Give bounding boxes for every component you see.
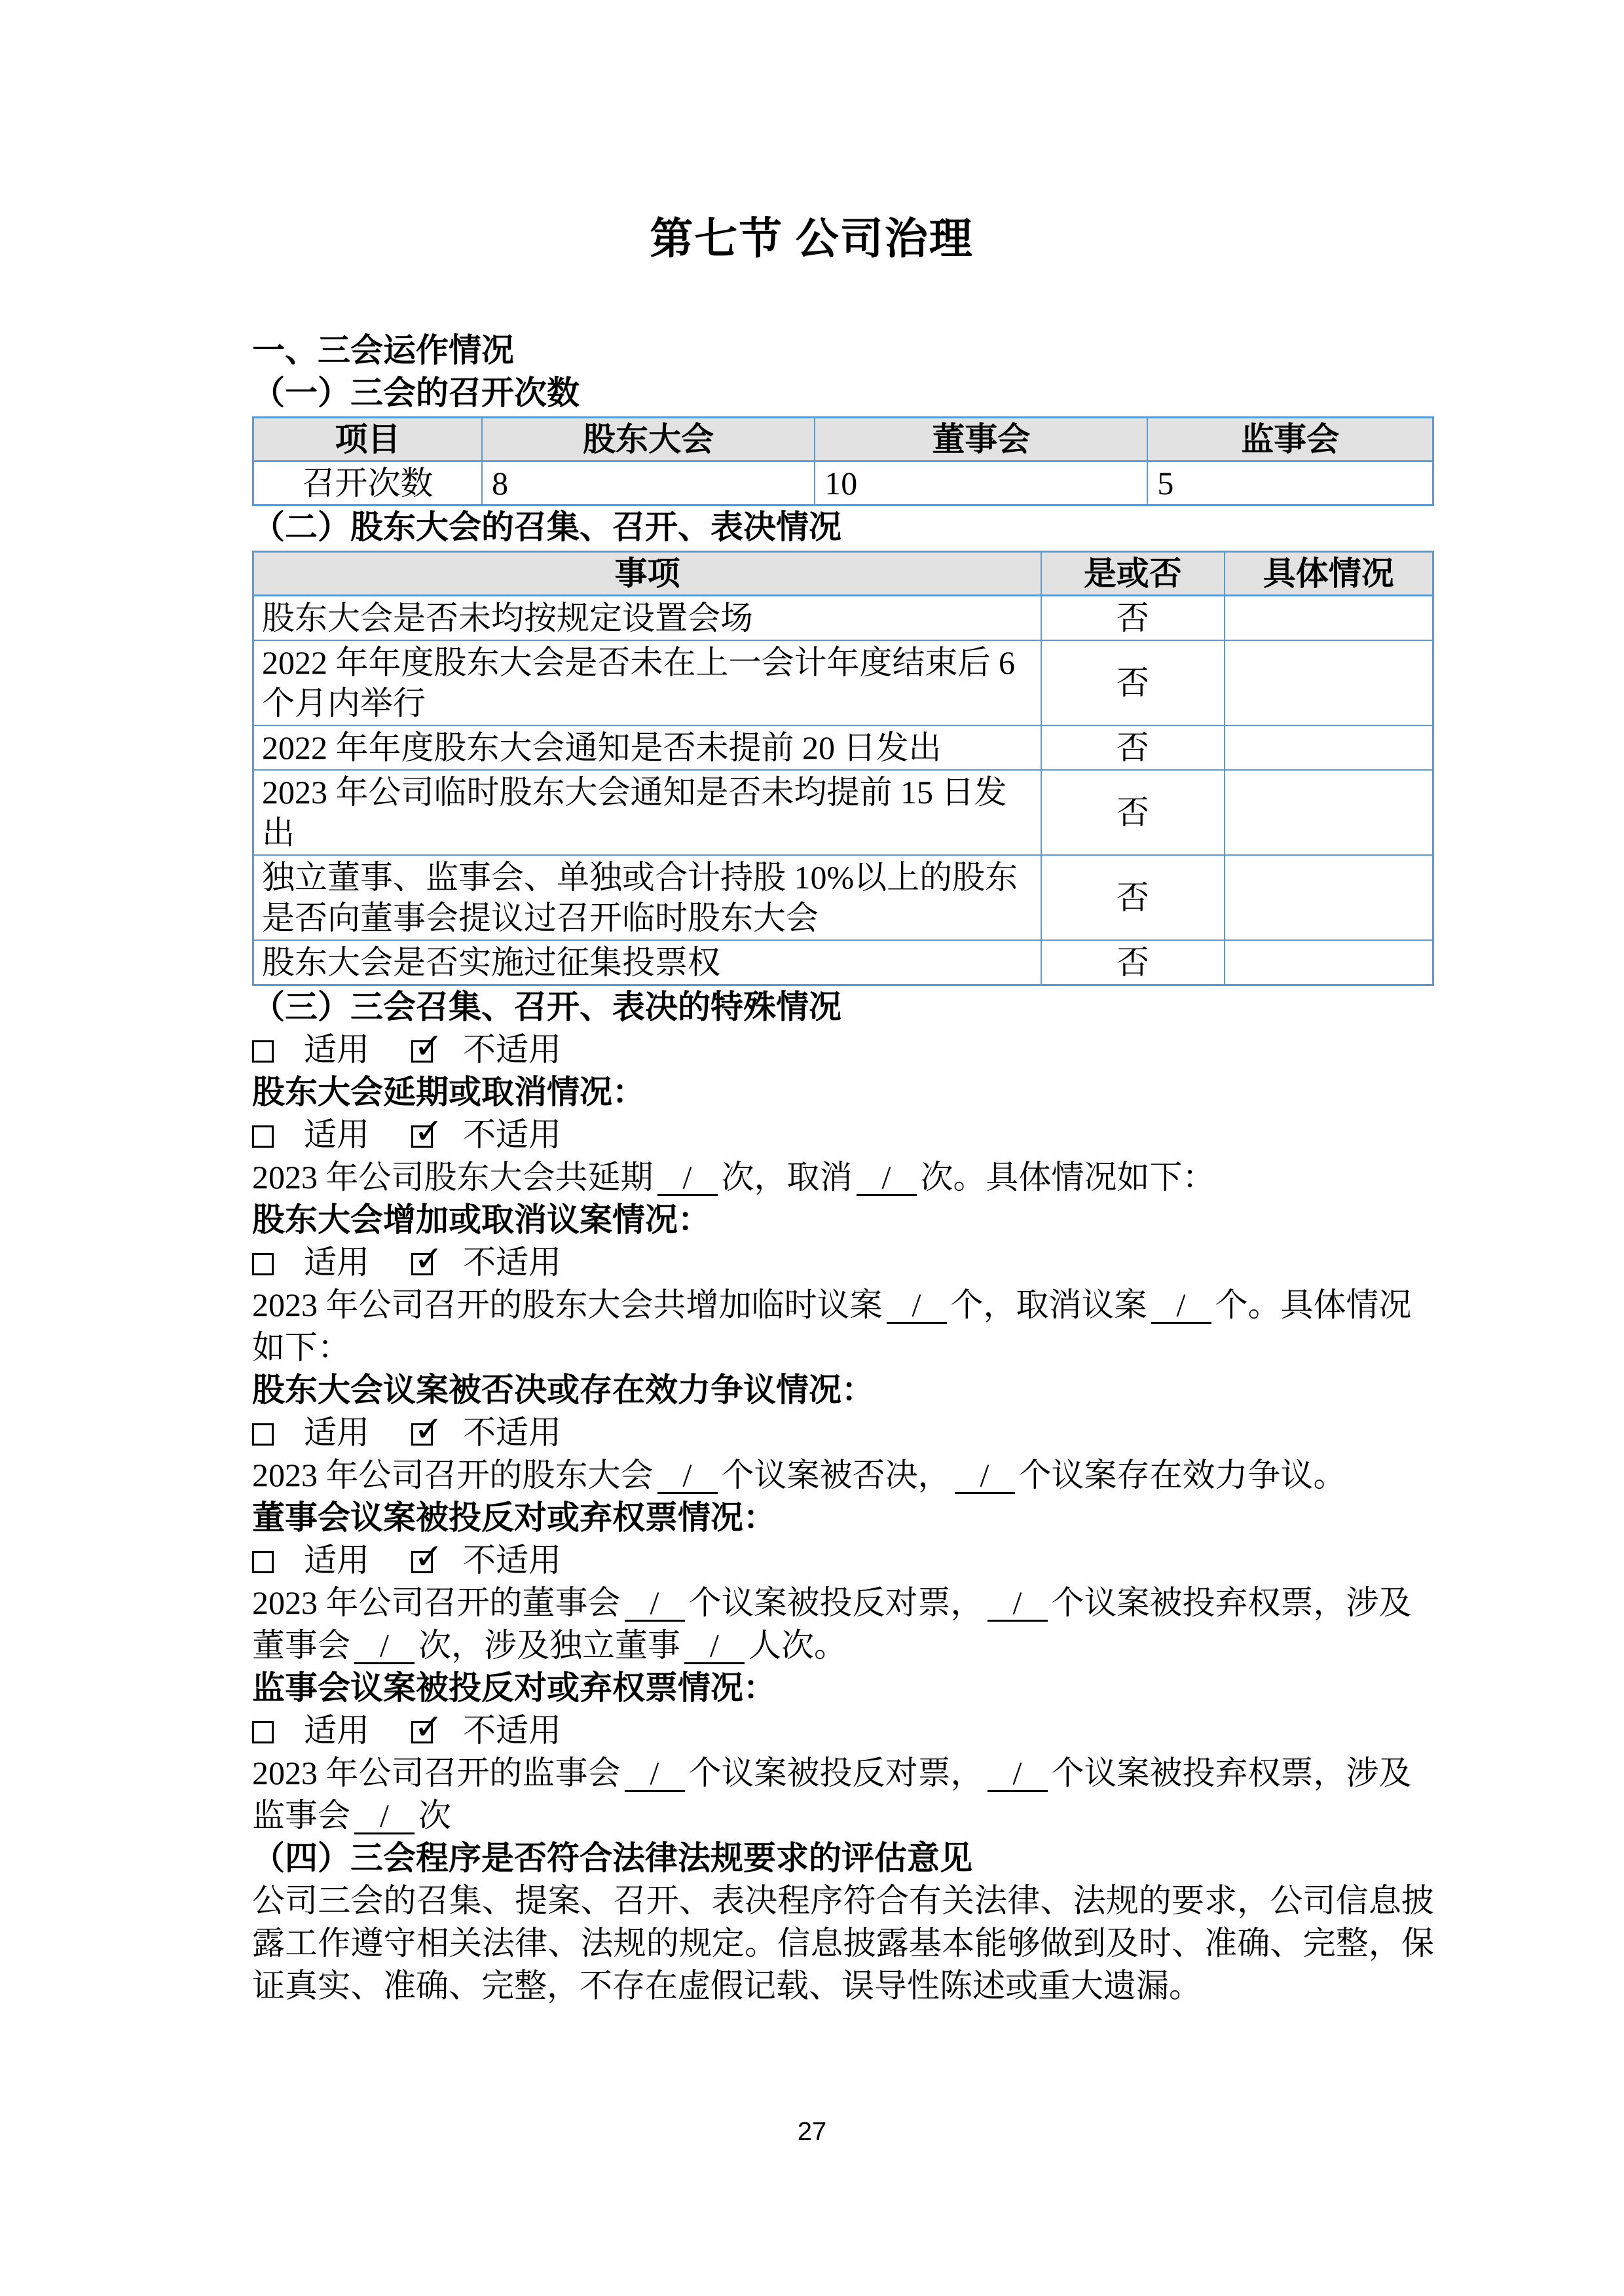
- cell-matter: 股东大会是否实施过征集投票权: [253, 940, 1042, 985]
- label-not-applicable: 不适用: [463, 1541, 561, 1578]
- cell-answer: 否: [1041, 640, 1224, 725]
- check-mark-icon: ✓: [414, 1237, 444, 1279]
- checkbox-checked-not-applicable: [411, 1408, 444, 1449]
- text-segment: 人次。: [748, 1626, 847, 1664]
- cell-matter: 股东大会是否未均按规定设置会场: [253, 595, 1042, 640]
- cell-detail: [1225, 725, 1433, 770]
- fill-in-blank: /: [887, 1288, 947, 1324]
- checkbox-checked-not-applicable: [411, 1237, 444, 1279]
- column-header-details: 具体情况: [1225, 551, 1433, 595]
- cell-matter: 2022 年年度股东大会通知是否未提前 20 日发出: [253, 725, 1042, 770]
- column-header-shareholders-meeting: 股东大会: [482, 417, 815, 461]
- checkbox-unchecked-applicable: [252, 1721, 274, 1743]
- paragraph-add-cancel-proposals: [252, 1284, 1434, 1369]
- check-mark-icon: ✓: [414, 1535, 444, 1577]
- label-applicable: 适用: [304, 1116, 369, 1153]
- fill-in-blank: /: [955, 1458, 1015, 1495]
- section-heading-three-meetings-operation: 一、三会运作情况: [252, 331, 514, 369]
- label-applicable: 适用: [304, 1541, 369, 1578]
- checkbox-unchecked-applicable: [252, 1040, 274, 1063]
- text-segment: 2023 年公司召开的股东大会共增加临时议案: [252, 1286, 883, 1323]
- cell-detail: [1225, 640, 1433, 725]
- table-row: [253, 940, 1433, 985]
- label-not-applicable: 不适用: [463, 1116, 561, 1153]
- applicability-options: [252, 1025, 1434, 1071]
- fill-in-blank: /: [987, 1586, 1048, 1622]
- text-segment: 个，取消议案: [950, 1286, 1147, 1323]
- fill-in-blank: /: [625, 1586, 685, 1622]
- fill-in-blank: /: [857, 1160, 917, 1197]
- page-content: [252, 0, 1434, 2007]
- cell-answer: 否: [1041, 855, 1224, 940]
- table-header-row: [253, 551, 1433, 595]
- cell-matter: 2023 年公司临时股东大会通知是否未均提前 15 日发出: [253, 770, 1042, 855]
- subhead-add-cancel-proposals: 股东大会增加或取消议案情况：: [252, 1201, 710, 1238]
- text-segment: 个议案被投弃权票，涉及董事会: [252, 1584, 1412, 1664]
- table-header-row: [253, 417, 1433, 461]
- fill-in-blank: /: [657, 1458, 718, 1495]
- table-body: [253, 595, 1433, 985]
- cell-answer: 否: [1041, 595, 1224, 640]
- subhead-supervisor-votes: 监事会议案被投反对或弃权票情况：: [252, 1669, 776, 1706]
- check-mark-icon: ✓: [414, 1110, 444, 1152]
- text-segment: 个。具体情况如下：: [252, 1286, 1412, 1366]
- cell-detail: [1225, 855, 1433, 940]
- subhead-rejected-proposals: 股东大会议案被否决或存在效力争议情况：: [252, 1371, 874, 1408]
- applicability-options: [252, 1535, 1434, 1582]
- text-segment: 个议案被投反对票，: [688, 1584, 984, 1621]
- checkbox-checked-not-applicable: [411, 1110, 444, 1152]
- label-not-applicable: 不适用: [463, 1243, 561, 1281]
- text-segment: 个议案被否决，: [721, 1456, 951, 1493]
- checkbox-checked-not-applicable: [411, 1025, 444, 1066]
- checkbox-checked-not-applicable: [411, 1705, 444, 1747]
- text-segment: 个议案被投弃权票，涉及监事会: [252, 1754, 1412, 1834]
- cell-answer: 否: [1041, 940, 1224, 985]
- cell-detail: [1225, 770, 1433, 855]
- table-row: [253, 725, 1433, 770]
- table-header: [253, 417, 1433, 461]
- text-segment: 个议案存在效力争议。: [1018, 1456, 1346, 1493]
- check-mark-icon: ✓: [414, 1408, 444, 1449]
- cell-supervisors-count: 5: [1147, 461, 1433, 505]
- subsection-heading-special-cases: （三）三会召集、召开、表决的特殊情况: [252, 988, 841, 1025]
- paragraph-postpone-cancel: [252, 1156, 1434, 1199]
- checkbox-unchecked-applicable: [252, 1551, 274, 1573]
- label-applicable: 适用: [304, 1711, 369, 1749]
- column-header-item: 项目: [253, 417, 483, 461]
- cell-matter: 2022 年年度股东大会是否未在上一会计年度结束后 6 个月内举行: [253, 640, 1042, 725]
- page-number: 27: [797, 2117, 827, 2146]
- cell-detail: [1225, 940, 1433, 985]
- column-header-supervisors: 监事会: [1147, 417, 1433, 461]
- text-segment: 次，取消: [721, 1158, 853, 1195]
- text-segment: 2023 年公司召开的股东大会: [252, 1456, 654, 1493]
- paragraph-rejected-proposals: [252, 1454, 1434, 1497]
- text-segment: 2023 年公司召开的董事会: [252, 1584, 621, 1621]
- applicability-options: [252, 1237, 1434, 1284]
- fill-in-blank: /: [657, 1160, 718, 1197]
- checkbox-checked-not-applicable: [411, 1535, 444, 1577]
- applicability-options: [252, 1110, 1434, 1156]
- subsection-heading-assessment: （四）三会程序是否符合法律法规要求的评估意见: [252, 1839, 972, 1876]
- table-row-meeting-counts: [253, 461, 1433, 505]
- column-header-yes-no: 是或否: [1041, 551, 1224, 595]
- paragraph-supervisor-votes: [252, 1752, 1434, 1837]
- text-segment: 次: [418, 1796, 451, 1834]
- cell-answer: 否: [1041, 725, 1224, 770]
- text-segment: 次，涉及独立董事: [418, 1626, 680, 1664]
- fill-in-blank: /: [684, 1628, 745, 1665]
- fill-in-blank: /: [354, 1628, 415, 1665]
- text-segment: 2023 年公司召开的监事会: [252, 1754, 621, 1791]
- checkbox-unchecked-applicable: [252, 1253, 274, 1275]
- table-row: [253, 640, 1433, 725]
- cell-detail: [1225, 595, 1433, 640]
- label-not-applicable: 不适用: [463, 1413, 561, 1451]
- label-applicable: 适用: [304, 1243, 369, 1281]
- subhead-board-votes: 董事会议案被投反对或弃权票情况：: [252, 1499, 776, 1536]
- fill-in-blank: /: [1151, 1288, 1211, 1324]
- assessment-paragraph: 公司三会的召集、提案、召开、表决程序符合有关法律、法规的要求，公司信息披露工作遵守相关法律、法规的规定。信息披露基本能够做到及时、准确、完整，保证真实、准确、完整，不存在虚假记载、误导性陈述或重大遗漏。: [252, 1882, 1434, 2004]
- label-applicable: 适用: [304, 1413, 369, 1451]
- subsection-heading-meeting-counts: （一）三会的召开次数: [252, 374, 580, 411]
- cell-answer: 否: [1041, 770, 1224, 855]
- applicability-options: [252, 1705, 1434, 1752]
- fill-in-blank: /: [987, 1756, 1048, 1793]
- label-applicable: 适用: [304, 1030, 369, 1068]
- table-body: [253, 461, 1433, 505]
- text-segment: 个议案被投反对票，: [688, 1754, 984, 1791]
- label-not-applicable: 不适用: [463, 1030, 561, 1068]
- checkbox-unchecked-applicable: [252, 1423, 274, 1446]
- check-mark-icon: ✓: [414, 1705, 444, 1747]
- table-row: [253, 770, 1433, 855]
- cell-matter: 独立董事、监事会、单独或合计持股 10%以上的股东是否向董事会提议过召开临时股东大会: [253, 855, 1042, 940]
- text-segment: 2023 年公司股东大会共延期: [252, 1158, 654, 1195]
- fill-in-blank: /: [354, 1798, 415, 1835]
- table-row: [253, 595, 1433, 640]
- cell-board-count: 10: [815, 461, 1147, 505]
- subsection-heading-general-meeting: （二）股东大会的召集、召开、表决情况: [252, 508, 841, 545]
- paragraph-board-votes: [252, 1582, 1434, 1667]
- general-meeting-table: [252, 551, 1434, 986]
- checkbox-unchecked-applicable: [252, 1125, 274, 1148]
- text-segment: 次。具体情况如下：: [920, 1158, 1215, 1195]
- applicability-options: [252, 1408, 1434, 1454]
- column-header-matter: 事项: [253, 551, 1042, 595]
- page-title: 第七节 公司治理: [650, 215, 974, 263]
- cell-shareholders-count: 8: [482, 461, 815, 505]
- cell-row-label: 召开次数: [253, 461, 483, 505]
- column-header-board: 董事会: [815, 417, 1147, 461]
- table-row: [253, 855, 1433, 940]
- table-header: [253, 551, 1433, 595]
- label-not-applicable: 不适用: [463, 1711, 561, 1749]
- fill-in-blank: /: [625, 1756, 685, 1793]
- subhead-postpone-cancel: 股东大会延期或取消情况：: [252, 1073, 645, 1110]
- check-mark-icon: ✓: [414, 1025, 444, 1066]
- meeting-counts-table: [252, 416, 1434, 506]
